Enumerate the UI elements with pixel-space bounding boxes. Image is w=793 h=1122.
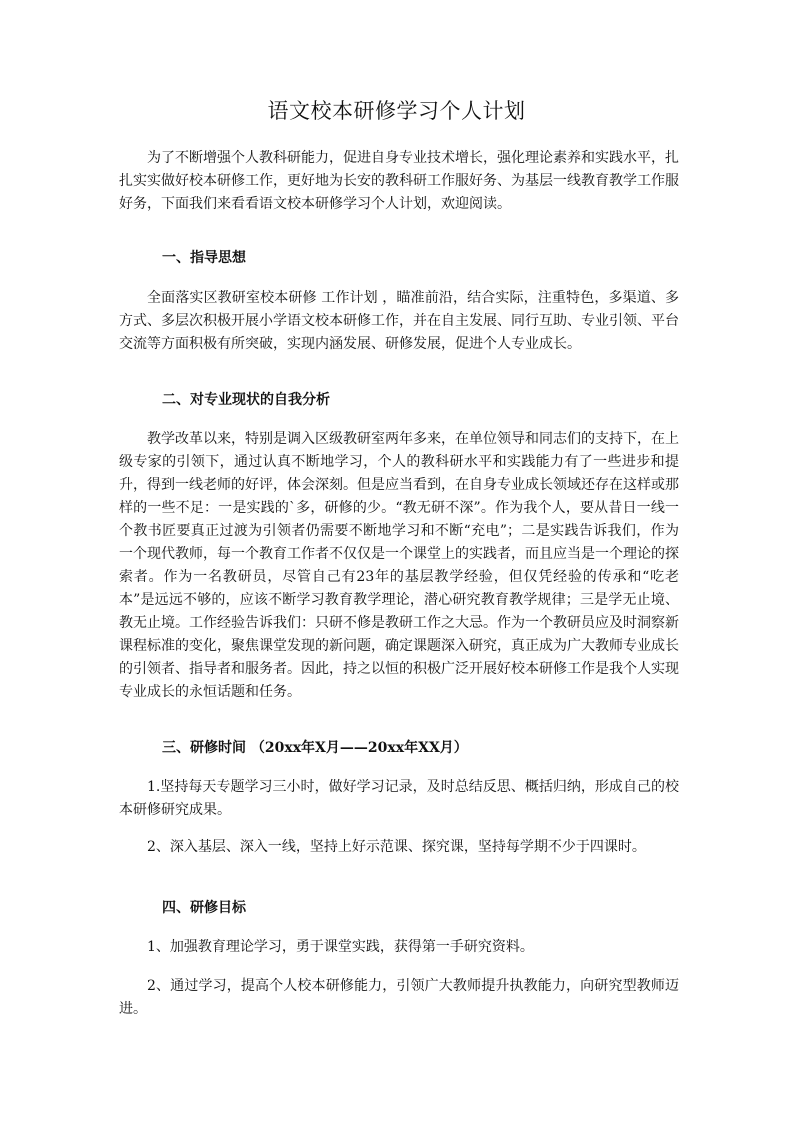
section-heading-study-period: 三、研修时间 （20xx年X月——20xx年XX月） <box>162 740 468 756</box>
study-period-item-1: 1.坚持每天专题学习三小时，做好学习记录，及时总结反思、概括归纳，形成自己的校本研修研究成果。 <box>119 779 679 818</box>
section-heading-self-analysis: 二、对专业现状的自我分析 <box>162 392 330 408</box>
section-text-guiding-ideology: 全面落实区教研室校本研修 工作计划 ，瞄准前沿，结合实际，注重特色，多渠道、多方式、多层次积极开展小学语文校本研修工作，并在自主发展、同行互助、专业引领、平台交流等方面积极有所突破，实现内涵发展、研修发展，促进个人专业成长。 <box>119 290 679 352</box>
intro-paragraph: 为了不断增强个人教科研能力，促进自身专业技术增长，强化理论素养和实践水平，扎扎实实做好校本研修工作，更好地为长安的教科研工作服好务、为基层一线教育教学工作服好务，下面我们来看看语文校本研修学习个人计划，欢迎阅读。 <box>119 150 679 212</box>
section-heading-study-goals: 四、研修目标 <box>162 900 246 916</box>
study-period-item-2: 2、深入基层、深入一线，坚持上好示范课、探究课，坚持每学期不少于四课时。 <box>147 839 646 855</box>
section-text-self-analysis: 教学改革以来，特别是调入区级教研室两年多来，在单位领导和同志们的支持下，在上级专家的引领下，通过认真不断地学习，个人的教科研水平和实践能力有了一些进步和提升，得到一线老师的好评，体会深刻。但是应当看到，在自身专业成长领域还存在这样或那样的一些不足：一是实践的`多，研修的少。“教无研不深”。作为我个人，要从昔日一线一个教书匠要真正过渡为引领者仍需要不断地学习和不断“充电”；二是实践告诉我们，作为一个现代教师，每一个教育工作者不仅仅是一个课堂上的实践者，而且应当是一个理论的探索者。作为一名教研员，尽管自己有23年的基层教学经验，但仅凭经验的传承和“吃老本”是远远不够的，应该不断学习教育教学理论，潜心研究教育教学规律；三是学无止境、教无止境。工作经验告诉我们：只研不修是教研工作之大忌。作为一个教研员应及时洞察新课程标准的变化，聚焦课堂发现的新问题，确定课题深入研究，真正成为广大教师专业成长的引领者、指导者和服务者。因此，持之以恒的积极广泛开展好校本研修工作是我个人实现专业成长的永恒话题和任务。 <box>119 431 679 700</box>
document-title: 语文校本研修学习个人计划 <box>267 99 526 123</box>
study-goals-item-1: 1、加强教育理论学习，勇于课堂实践，获得第一手研究资料。 <box>147 939 534 955</box>
study-goals-item-2: 2、通过学习，提高个人校本研修能力，引领广大教师提升执教能力，向研究型教师迈进。 <box>119 978 679 1017</box>
section-heading-guiding-ideology: 一、指导思想 <box>162 250 246 266</box>
